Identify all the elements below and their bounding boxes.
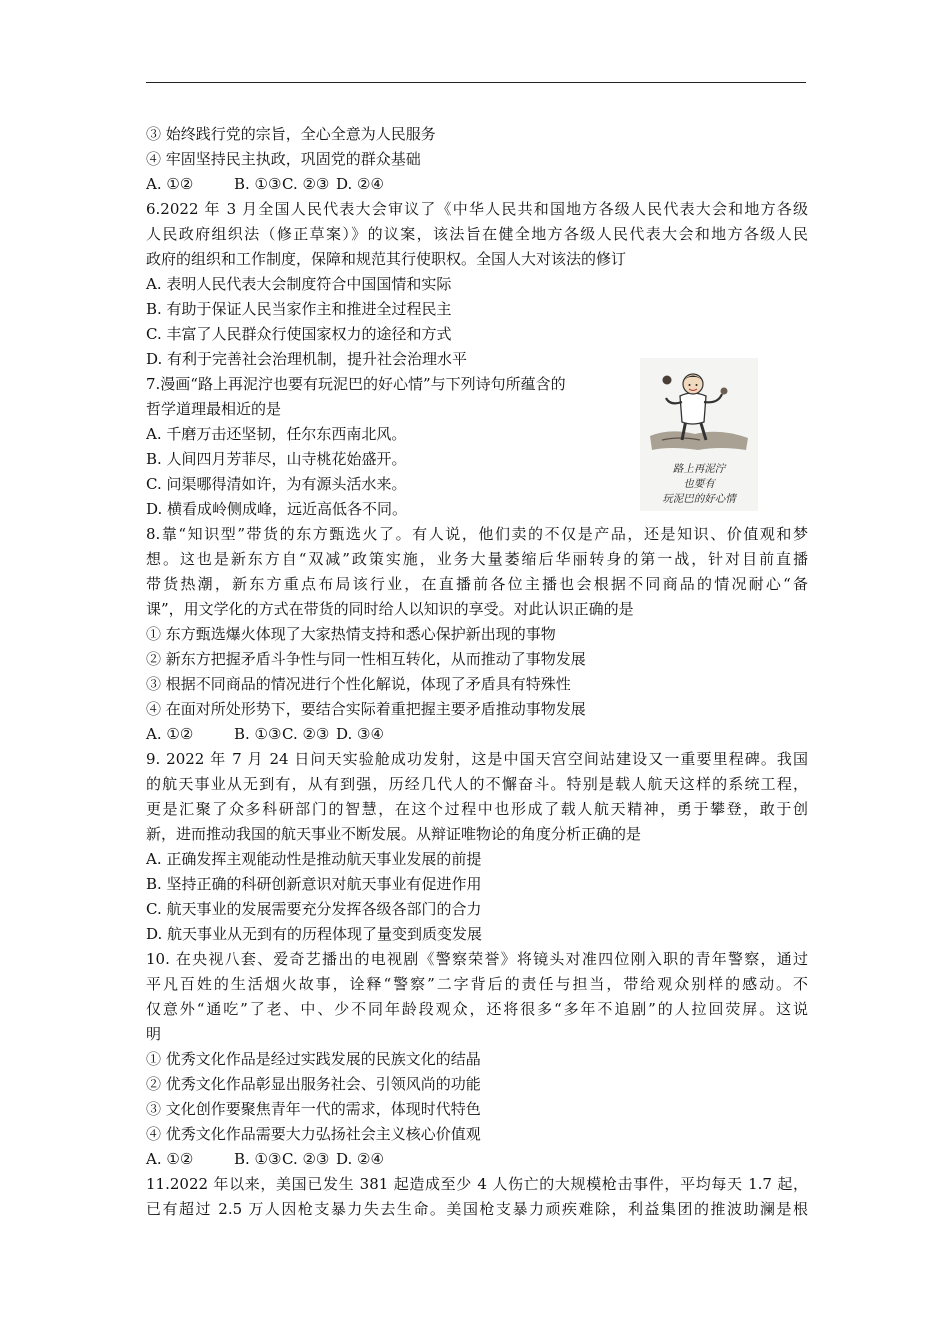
q7-option-a: A. 千磨万击还坚韧，任尔东西南北风。 [146,425,407,443]
q10-option-c: C. ②③ [282,1150,330,1168]
q9-option-d: D. 航天事业从无到有的历程体现了量变到质变发展 [146,925,483,943]
q6-stem-line-3: 政府的组织和工作制度，保障和规范其行使职权。全国人大对该法的修订 [146,250,627,268]
q8-option-a: A. ①② [146,725,194,743]
q10-statement-3: ③ 文化创作要聚焦青年一代的需求，体现时代特色 [146,1100,481,1118]
q5-options [146,172,808,197]
q7-option-b: B. 人间四月芳菲尽，山寺桃花始盛开。 [146,450,407,468]
q10-statement-1: ① 优秀文化作品是经过实践发展的民族文化的结晶 [146,1050,481,1068]
q8-option-c: C. ②③ [282,725,330,743]
q10-option-b: B. ①③ [234,1150,282,1168]
q9-option-b: B. 坚持正确的科研创新意识对航天事业有促进作用 [146,875,482,893]
q5-option-c: C. ②③ [282,175,330,193]
q10-option-a: A. ①② [146,1150,194,1168]
q8-option-d: D. ③④ [336,725,384,743]
q6-option-a: A. 表明人民代表大会制度符合中国国情和实际 [146,275,452,293]
q8-statement-1: ① 东方甄选爆火体现了大家热情支持和悉心保护新出现的事物 [146,625,556,643]
q10-statement-2: ② 优秀文化作品彰显出服务社会、引领风尚的功能 [146,1075,481,1093]
q7-cartoon [640,358,758,511]
q9-stem-line-4: 新，进而推动我国的航天事业不断发展。从辩证唯物论的角度分析正确的是 [146,825,642,843]
q10-option-d: D. ②④ [336,1150,384,1168]
q5-statement-3: ③ 始终践行党的宗旨，全心全意为人民服务 [146,125,436,143]
q8-statement-2: ② 新东方把握矛盾斗争性与同一性相互转化，从而推动了事物发展 [146,650,586,668]
q9-stem-line-1: 9. 2022 年 7 月 24 日问天实验舱成功发射，这是中国天宫空间站建设又一重要里程碑。我国 [146,750,808,768]
q6-option-c: C. 丰富了人民群众行使国家权力的途径和方式 [146,325,452,343]
cartoon-caption-line-2: 也要有 [683,478,715,490]
q7-option-d: D. 横看成岭侧成峰，远近高低各不同。 [146,500,408,518]
q6-option-b: B. 有助于保证人民当家作主和推进全过程民主 [146,300,452,318]
q6-option-d: D. 有利于完善社会治理机制，提升社会治理水平 [146,350,468,368]
q9-option-a: A. 正确发挥主观能动性是推动航天事业发展的前提 [146,850,482,868]
q8-statement-3: ③ 根据不同商品的情况进行个性化解说，体现了矛盾具有特殊性 [146,675,571,693]
q10-stem-line-3: 仅意外“通吃”了老、中、少不同年龄段观众，还将很多“多年不追剧”的人拉回荧屏。这说 [146,1000,808,1018]
q8-statement-4: ④ 在面对所处形势下，要结合实际着重把握主要矛盾推动事物发展 [146,700,586,718]
q7-stem-line-1: 7.漫画“路上再泥泞也要有玩泥巴的好心情”与下列诗句所蕴含的 [146,375,566,393]
q7-stem-line-2: 哲学道理最相近的是 [146,400,282,418]
q10-options [146,1147,808,1172]
q8-stem-line-1: 8.靠“知识型”带货的东方甄选火了。有人说，他们卖的不仅是产品，还是知识、价值观和梦 [146,525,808,543]
q5-option-a: A. ①② [146,175,194,193]
q5-option-b: B. ①③ [234,175,282,193]
q8-stem-line-2: 想。这也是新东方自“双减”政策实施，业务大量萎缩后华丽转身的第一战，针对目前直播 [146,550,808,568]
q8-options [146,722,808,747]
q10-stem-line-4: 明 [146,1025,162,1043]
q5-statement-4: ④ 牢固坚持民主执政，巩固党的群众基础 [146,150,421,168]
q6-stem-line-1: 6.2022 年 3 月全国人民代表大会审议了《中华人民共和国地方各级人民代表大会和地方各级 [146,200,808,218]
q6-stem-line-2: 人民政府组织法（修正草案）》的议案，该法旨在健全地方各级人民代表大会和地方各级人民 [146,225,808,243]
cartoon-caption-line-1: 路上再泥泞 [672,463,726,475]
q11-stem-line-2: 已有超过 2.5 万人因枪支暴力失去生命。美国枪支暴力顽疾难除，利益集团的推波助澜是根 [146,1200,808,1218]
q5-option-d: D. ②④ [336,175,384,193]
exam-content [146,122,808,1222]
cartoon-caption-line-3: 玩泥巴的好心情 [662,493,736,505]
q10-stem-line-2: 平凡百姓的生活烟火故事，诠释“警察”二字背后的责任与担当，带给观众别样的感动。不 [146,975,808,993]
q9-option-c: C. 航天事业的发展需要充分发挥各级各部门的合力 [146,900,482,918]
q8-option-b: B. ①③ [234,725,282,743]
q9-stem-line-3: 更是汇聚了众多科研部门的智慧，在这个过程中也形成了载人航天精神，勇于攀登，敢于创 [146,800,808,818]
q8-stem-line-4: 课”，用文学化的方式在带货的同时给人以知识的享受。对此认识正确的是 [146,600,634,618]
q10-stem-line-1: 10. 在央视八套、爱奇艺播出的电视剧《警察荣誉》将镜头对准四位刚入职的青年警察，通过 [146,950,808,968]
q10-statement-4: ④ 优秀文化作品需要大力弘扬社会主义核心价值观 [146,1125,481,1143]
q7-option-c: C. 问渠哪得清如许，为有源头活水来。 [146,475,407,493]
q9-stem-line-2: 的航天事业从无到有，从有到强，历经几代人的不懈奋斗。特别是载人航天这样的系统工程， [146,775,808,793]
q8-stem-line-3: 带货热潮，新东方重点布局该行业，在直播前各位主播也会根据不同商品的情况耐心“备 [146,575,808,593]
header-rule [146,82,806,83]
q11-stem-line-1: 11.2022 年以来，美国已发生 381 起造成至少 4 人伤亡的大规模枪击事件，平均每天 1.7 起， [146,1175,808,1193]
